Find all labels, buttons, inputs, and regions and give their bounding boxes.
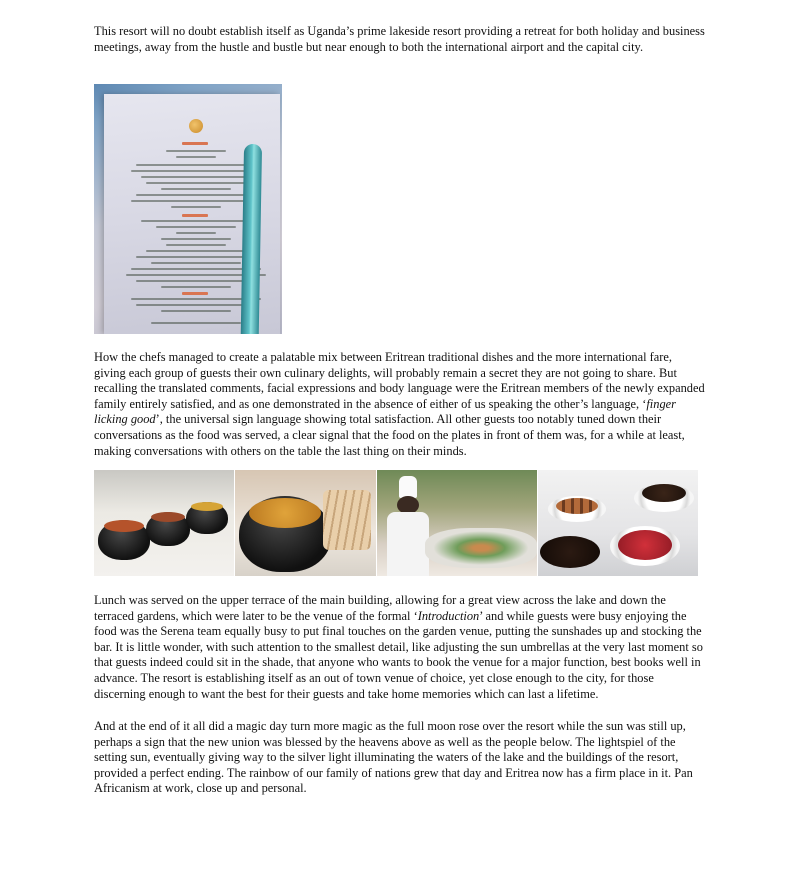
menu-line: [176, 232, 216, 234]
food-photo-chef: [377, 470, 537, 576]
closing-paragraph: And at the end of it all did a magic day turn more magic as the full moon rose over the resort while the sun was still up, perhaps a sign that the new union was blessed by the heavens above as well as the people below. The lightspiel of the setting sun, eventually giving way to the silver light illuminating the waters of the lake and the buildings of the resort, provided a perfect ending. The rainbow of our family of nations grew that day and Eritrea now has a firm place in it. Pan Africanism at work, close up and personal.: [94, 719, 693, 796]
menu-line: [141, 220, 251, 222]
menu-line: [182, 214, 208, 217]
menu-line: [161, 286, 231, 288]
menu-line: [182, 142, 208, 145]
menu-line: [166, 150, 226, 152]
menu-line: [171, 206, 221, 208]
intro-paragraph: This resort will no doubt establish itself as Uganda’s prime lakeside resort providing a retreat for both holiday and business meetings, away from the hustle and bustle but near enough to both the international airport and the capital city.: [94, 24, 705, 54]
resort-logo-icon: [189, 119, 203, 133]
menu-line: [151, 262, 241, 264]
chefs-text-1: How the chefs managed to create a palatable mix between Eritrean traditional dishes and the more international fare, giving each group of guests their own culinary delights, will probably remain a secret they are not going to share. But recalling the translated comments, facial expressions and body language were the Eritrean members of the newly expanded family entirely satisfied, and as one demonstrated in the absence of either of us speaking the other’s language, ‘: [94, 350, 705, 411]
menu-line: [182, 292, 208, 295]
menu-line: [131, 170, 261, 172]
menu-line: [136, 194, 256, 196]
menu-line: [136, 304, 256, 306]
menu-line: [136, 256, 256, 258]
menu-line: [146, 250, 246, 252]
food-photo-soup-pot: [235, 470, 376, 576]
chefs-text-2: ’, the universal sign language showing total satisfaction. All other guests too notably tuned down their conversations as the food was served, a clear signal that the food on the plates in front of them was, for a while at least, making conversations with others on the table the last thing on their minds.: [94, 412, 685, 458]
lunch-text-1: Lunch was served on the upper terrace of the main building, allowing for a great view across the lake and down the terraced gardens, which were later to be the venue of the formal ‘: [94, 593, 666, 623]
menu-line: [136, 280, 256, 282]
menu-card-photo: [94, 84, 282, 334]
menu-line: [176, 156, 216, 158]
menu-line: [146, 182, 246, 184]
food-photo-desserts: [538, 470, 698, 576]
menu-line: [136, 164, 256, 166]
menu-line: [141, 176, 251, 178]
pen-icon: [240, 144, 262, 334]
menu-line: [161, 238, 231, 240]
menu-line: [156, 226, 236, 228]
lunch-text-2: ’ and while guests were busy enjoying the food was the Serena team equally busy to put final touches on the garden venue, putting the sunshades up and stocking the bar. It is little wonder, with such attention to the smallest detail, like adjusting the sun umbrellas at the very last moment so that guests indeed could sit in the shade, that anyone who wants to book the venue for a major function, best books well in advance. The resort is establishing itself as an out of town venue of choice, yet close enough to the city, for those discerning enough to want the best for their guests and take home memories which can last a lifetime.: [94, 608, 703, 701]
menu-line: [161, 310, 231, 312]
chefs-text-emphasis: finger licking good: [94, 396, 676, 427]
menu-line: [166, 244, 226, 246]
menu-line: [151, 322, 241, 324]
food-photo-strip: [94, 470, 698, 576]
lunch-paragraph: [94, 593, 706, 702]
chefs-paragraph: [94, 350, 706, 459]
food-photo-pots: [94, 470, 234, 576]
menu-line: [131, 200, 261, 202]
lunch-text-emphasis: Introduction: [417, 608, 480, 623]
menu-line: [161, 188, 231, 190]
